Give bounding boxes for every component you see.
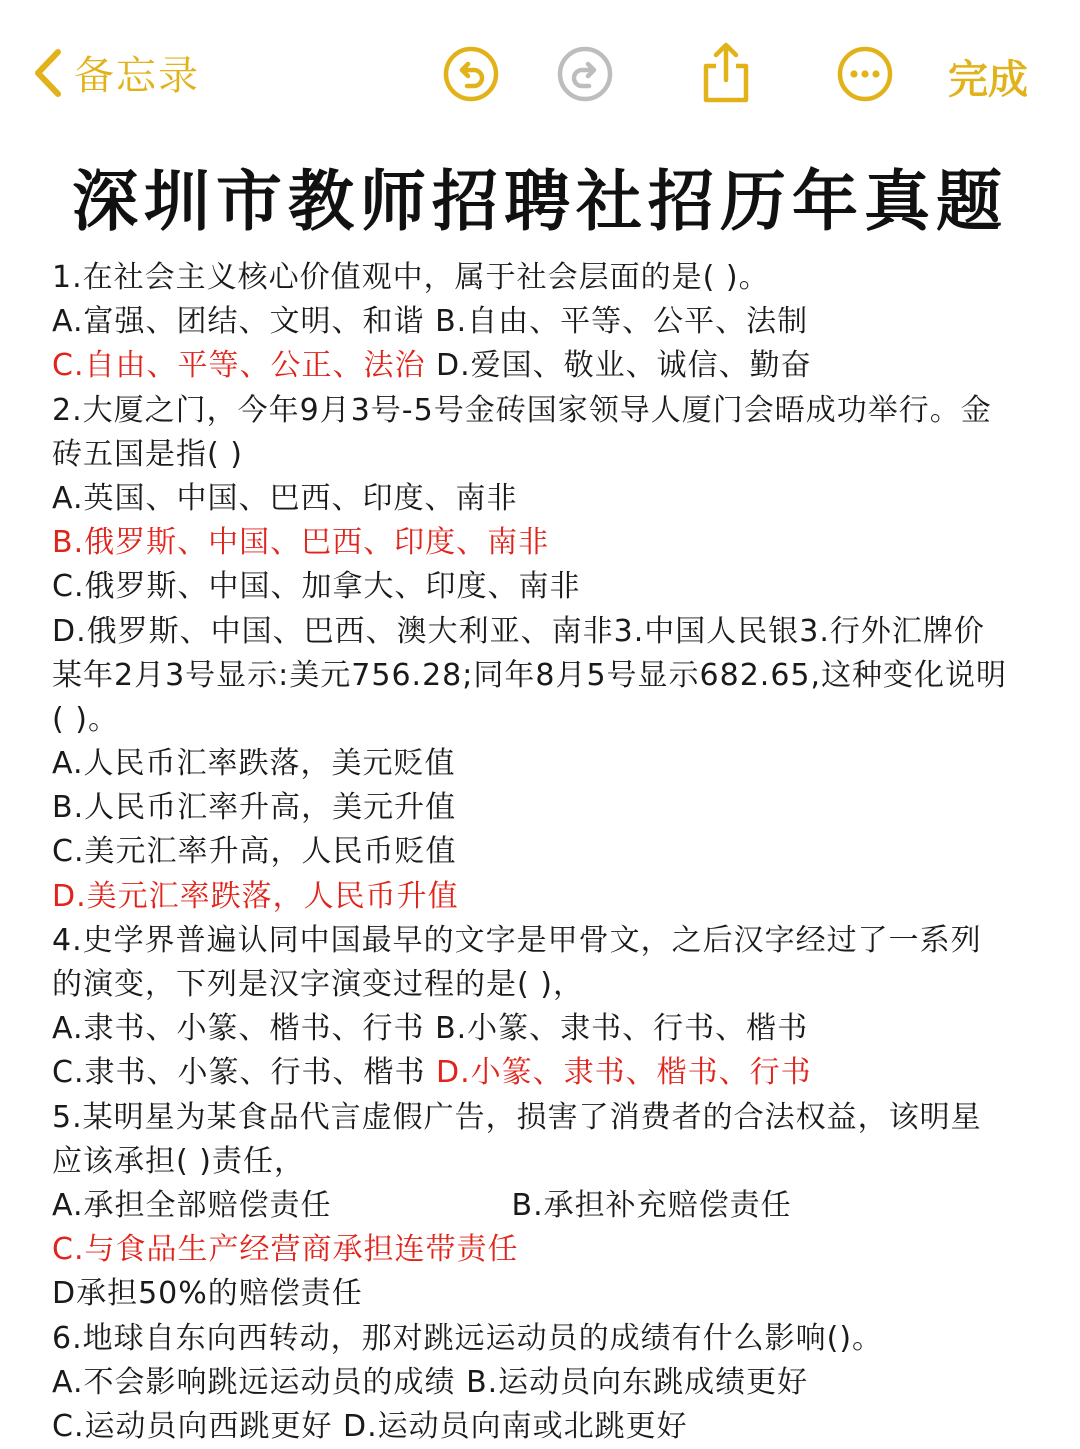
note-line: A.英国、中国、巴西、印度、南非 [52, 480, 518, 516]
note-line: D承担50%的赔偿责任 [52, 1276, 363, 1312]
answer-highlight: D.美元汇率跌落，人民币升值 [52, 878, 459, 914]
note-body[interactable] [52, 256, 1042, 1449]
note-line: C.美元汇率升高，人民币贬值 [52, 834, 457, 870]
note-line: C.俄罗斯、中国、加拿大、印度、南非 [52, 569, 581, 605]
note-line [52, 344, 1042, 388]
note-text: D.爱国、敬业、诚信、勤奋 [425, 348, 812, 384]
note-line: A.人民币汇率跌落，美元贬值 [52, 746, 456, 782]
note-line: 5.某明星为某食品代言虚假广告，损害了消费者的合法权益，该明星 [52, 1099, 982, 1135]
note-line: 1.在社会主义核心价值观中，属于社会层面的是( )。 [52, 260, 770, 295]
answer-highlight: B.俄罗斯、中国、巴西、印度、南非 [52, 525, 550, 561]
note-line: 砖五国是指( ) [52, 436, 243, 472]
answer-highlight: C.自由、平等、公正、法治 [52, 348, 426, 384]
share-icon[interactable] [696, 40, 756, 104]
note-line: A.富强、团结、文明、和谐 B.自由、平等、公平、法制 [52, 304, 809, 340]
back-label: 备忘录 [74, 53, 200, 99]
note-text: B.承担补充赔偿责任 [511, 1187, 792, 1223]
note-text: C.隶书、小篆、行书、楷书 [52, 1055, 437, 1091]
undo-icon[interactable] [441, 44, 501, 104]
toolbar [0, 0, 1080, 140]
answer-highlight: D.小篆、隶书、楷书、行书 [436, 1055, 812, 1091]
note-line: 4.史学界普遍认同中国最早的文字是甲骨文，之后汉字经过了一系列 [52, 922, 982, 958]
note-title: 深圳市教师招聘社招历年真题 [72, 163, 1008, 240]
note-line: D.俄罗斯、中国、巴西、澳大利亚、南非3.中国人民银3.行外汇牌价 [52, 613, 985, 649]
note-line [52, 1184, 1042, 1228]
chevron-left-icon [30, 46, 64, 100]
note-line: 6.地球自东向西转动，那对跳远运动员的成绩有什么影响()。 [52, 1320, 884, 1356]
note-line [52, 1051, 1042, 1095]
note-line: B.人民币汇率升高，美元升值 [52, 790, 457, 826]
done-button[interactable]: 完成 [948, 57, 1028, 103]
note-line: 2.大厦之门，今年9月3号-5号金砖国家领导人厦门会晤成功举行。金 [52, 392, 992, 428]
answer-highlight: C.与食品生产经营商承担连带责任 [52, 1232, 519, 1268]
note-text: A.承担全部赔偿责任 [52, 1187, 332, 1223]
note-line: 的演变，下列是汉字演变过程的是( )， [52, 967, 584, 1002]
more-icon[interactable] [835, 44, 895, 104]
note-line: ( )。 [52, 701, 119, 737]
back-button[interactable] [30, 44, 200, 101]
note-line: A.隶书、小篆、楷书、行书 B.小篆、隶书、行书、楷书 [52, 1011, 809, 1047]
redo-icon[interactable] [555, 44, 615, 104]
note-line: A.不会影响跳远运动员的成绩 B.运动员向东跳成绩更好 [52, 1364, 809, 1400]
note-line: C.运动员向西跳更好 D.运动员向南或北跳更好 [52, 1408, 688, 1444]
note-line: 应该承担( )责任， [52, 1143, 305, 1179]
note-line: 某年2月3号显示:美元756.28;同年8月5号显示682.65,这种变化说明 [52, 657, 1008, 693]
